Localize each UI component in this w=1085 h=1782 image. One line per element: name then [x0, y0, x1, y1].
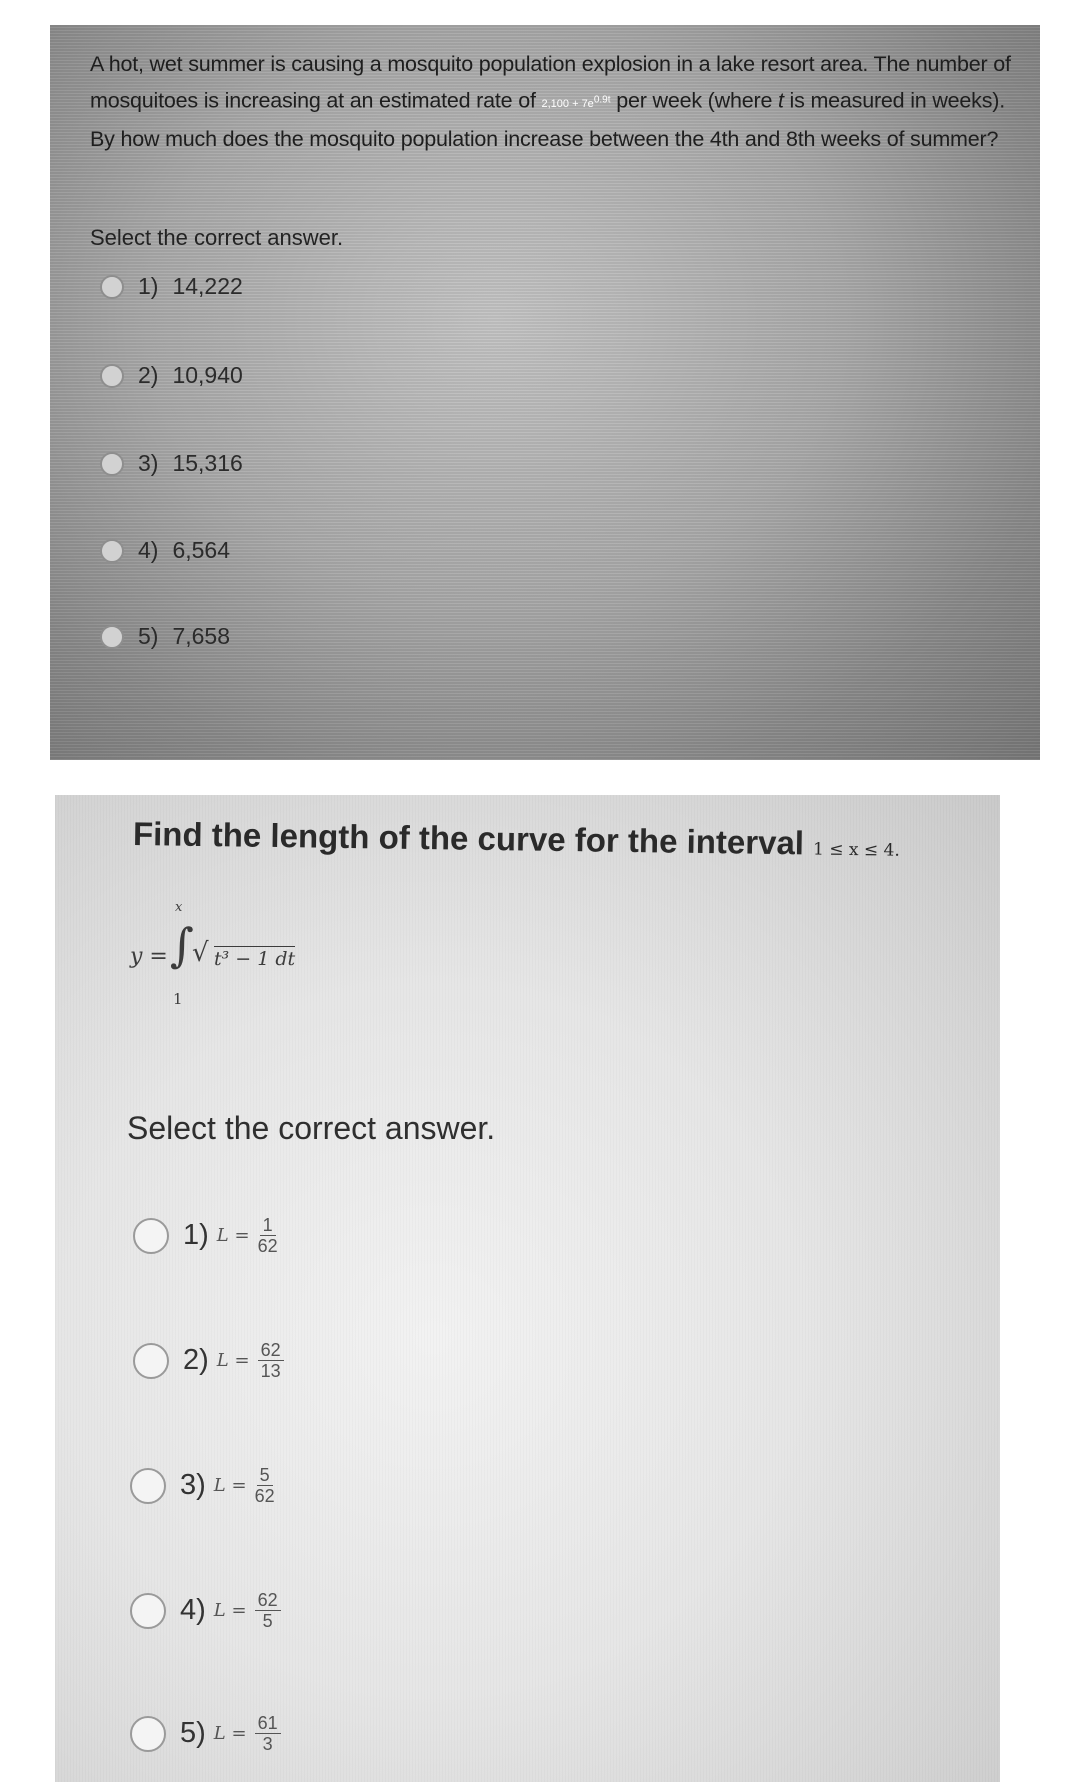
fraction: $\frac{5}{62}$	[254, 1465, 275, 1506]
radio-button[interactable]	[100, 539, 124, 563]
radio-button[interactable]	[100, 275, 124, 299]
answer-option[interactable]: 2) L = $\frac{62}{13}$	[133, 1340, 284, 1381]
question-1-text: A hot, wet summer is causing a mosquito population explosion in a lake resort area. The number of mosquitoes is increasing at an estimated rate of $2,100 + 7e^{0.9t}$ per week (where t is measured in weeks). By how much does the mosquito population increase between the 4th and 8th weeks of summer?	[90, 52, 1011, 151]
integral-sign-icon: ∫	[170, 918, 194, 972]
instruction-text: Select the correct answer.	[90, 225, 344, 250]
radio-button[interactable]	[133, 1218, 169, 1254]
radio-button[interactable]	[130, 1716, 166, 1752]
answer-option[interactable]: 5) L = $\frac{61}{3}$	[130, 1713, 281, 1754]
answer-option[interactable]: 2) 10,940	[100, 362, 243, 389]
question-2-text: Find the length of the curve for the interval 1 ≤ x ≤ 4.	[132, 815, 900, 862]
rate-expression: $2,100 + 7e^{0.9t}$	[541, 94, 611, 110]
answer-option[interactable]: 4) 6,564	[100, 537, 230, 564]
answer-option[interactable]: 1) L = $\frac{1}{62}$	[133, 1215, 278, 1256]
fraction: $\frac{62}{13}$	[258, 1340, 284, 1381]
radio-button[interactable]	[100, 364, 124, 388]
fraction: $\frac{61}{3}$	[255, 1713, 281, 1754]
integral-formula: y = x ∫ 1 √ t³ − 1 dt	[130, 900, 296, 1008]
answer-option[interactable]: 5) 7,658	[100, 623, 230, 650]
answer-option[interactable]: 3) L = $\frac{5}{62}$	[130, 1465, 275, 1506]
square-root-icon: √	[192, 938, 209, 968]
question-1-panel	[50, 25, 1040, 760]
answer-option[interactable]: 1) 14,222	[100, 273, 243, 300]
instruction-text: Select the correct answer.	[127, 1110, 496, 1146]
answer-option[interactable]: 4) L = $\frac{62}{5}$	[130, 1590, 281, 1631]
fraction: $\frac{1}{62}$	[257, 1215, 278, 1256]
radio-button[interactable]	[100, 625, 124, 649]
radio-button[interactable]	[130, 1468, 166, 1504]
answer-option[interactable]: 3) 15,316	[100, 450, 243, 477]
radio-button[interactable]	[130, 1593, 166, 1629]
fraction: $\frac{62}{5}$	[255, 1590, 281, 1631]
radio-button[interactable]	[133, 1343, 169, 1379]
radio-button[interactable]	[100, 452, 124, 476]
question-2-panel	[55, 795, 1000, 1782]
